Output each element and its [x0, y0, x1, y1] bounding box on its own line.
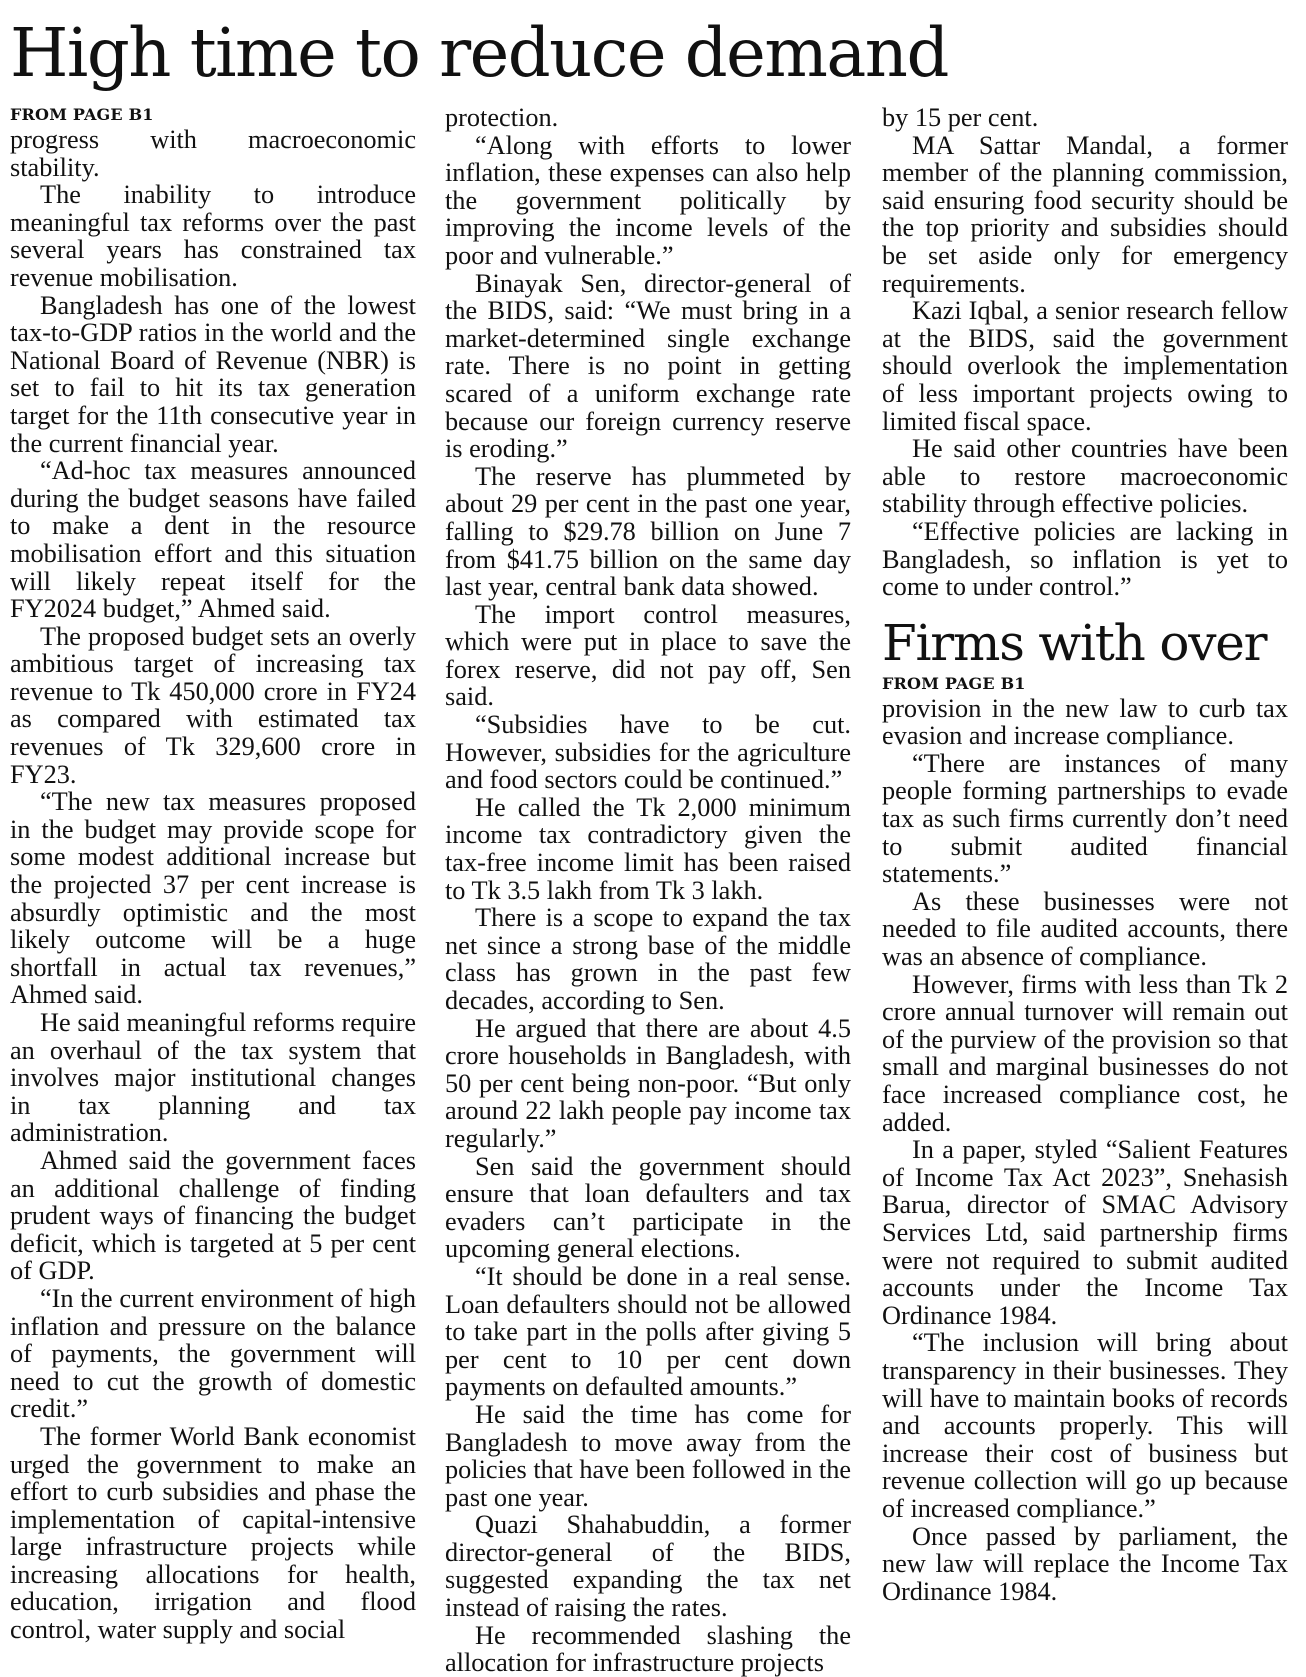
paragraph: “Ad-hoc tax measures announced during the budget seasons have failed to make a dent in the resource mobilisation effort and this situation will likely repeat itself for the FY2024 budget,” Ahmed said. [10, 456, 416, 624]
paragraph: Kazi Iqbal, a senior research fellow at the BIDS, said the government should overlook the implementation of less important projects owing to limited fiscal space. [882, 296, 1288, 436]
paragraph: Sen said the government should ensure that loan defaulters and tax evaders can’t participate in the upcoming general elections. [445, 1151, 851, 1264]
paragraph: “The inclusion will bring about transparency in their businesses. They will have to maintain books of records and accounts properly. This will increase their cost of business but revenue collection will go up because of increased compliance.” [882, 1328, 1288, 1523]
paragraph: provision in the new law to curb tax evasion and increase compliance. [882, 693, 1288, 751]
paragraph: “It should be done in a real sense. Loan defaulters should not be allowed to take part in the polls after giving 5 per cent to 10 per cent down payments on defaulted amounts.” [445, 1261, 851, 1402]
paragraph: by 15 per cent. [882, 103, 1039, 132]
paragraph: He said other countries have been able to restore macroeconomic stability through effective policies. [882, 434, 1288, 519]
second-article-headline: Firms with over [882, 613, 1267, 672]
paragraph: The proposed budget sets an overly ambitious target of increasing tax revenue to Tk 450,000 crore in FY24 as compared with estimated tax revenues of Tk 329,600 crore in FY23. [10, 621, 416, 789]
paragraph: However, firms with less than Tk 2 crore annual turnover will remain out of the purview of the provision so that small and marginal businesses do not face increased compliance cost, he added. [882, 969, 1288, 1137]
article-column-2 [445, 104, 851, 1677]
paragraph: There is a scope to expand the tax net since a strong base of the middle class has grown in the past few decades, according to Sen. [445, 903, 851, 1015]
paragraph: He argued that there are about 4.5 crore households in Bangladesh, with 50 per cent being non-poor. “But only around 22 lakh people pay income tax regularly.” [445, 1013, 851, 1153]
paragraph: Quazi Shahabuddin, a former director-general of the BIDS, suggested expanding the tax net instead of raising the rates. [445, 1510, 851, 1623]
paragraph: In a paper, styled “Salient Features of Income Tax Act 2023”, Snehasish Barua, director of SMAC Advisory Services Ltd, said partnership firms were not required to submit audited accounts under the Income Tax Ordinance 1984. [882, 1135, 1288, 1330]
continuation-kicker: FROM PAGE B1 [10, 105, 154, 124]
paragraph: “There are instances of many people forming partnerships to evade tax as such firms currently don’t need to submit audited financial statements.” [882, 748, 1288, 889]
paragraph: progress with macroeconomic stability. [10, 125, 416, 182]
paragraph: The reserve has plummeted by about 29 per cent in the past one year, falling to $29.78 billion on June 7 from $41.75 billion on the same day last year, central bank data showed. [445, 461, 851, 602]
paragraph: The former World Bank economist urged the government to make an effort to curb subsidies and phase the implementation of capital-intensive large infrastructure projects while increasing allocations for health, education, irrigation and flood control, water supply and social [10, 1421, 416, 1645]
paragraph: He said meaningful reforms require an overhaul of the tax system that involves major institutional changes in tax planning and tax administration. [10, 1008, 416, 1148]
second-article-kicker: FROM PAGE B1 [882, 673, 1026, 693]
paragraph: “In the current environment of high inflation and pressure on the balance of payments, the government will need to cut the growth of domestic credit.” [10, 1283, 416, 1424]
paragraph: “The new tax measures proposed in the budget may provide scope for some modest additional increase but the projected 37 per cent increase is absurdly optimistic and the most likely outcome will be a huge shortfall in actual tax revenues,” Ahmed said. [10, 787, 416, 1010]
paragraph: He recommended slashing the allocation for infrastructure projects [445, 1620, 851, 1677]
article-column-3 [882, 104, 1288, 1605]
headline: High time to reduce demand [10, 14, 948, 92]
paragraph: The inability to introduce meaningful tax reforms over the past several years has constrained tax revenue mobilisation. [10, 180, 416, 292]
paragraph: Binayak Sen, director-general of the BIDS, said: “We must bring in a market-determined single exchange rate. There is no point in getting scared of a uniform exchange rate because our foreign currency reserve is eroding.” [445, 268, 851, 464]
paragraph: He called the Tk 2,000 minimum income tax contradictory given the tax-free income limit has been raised to Tk 3.5 lakh from Tk 3 lakh. [445, 792, 851, 905]
paragraph: MA Sattar Mandal, a former member of the planning commission, said ensuring food security should be the top priority and subsidies should be set aside only for emergency requirements. [882, 130, 1288, 298]
paragraph: As these businesses were not needed to file audited accounts, there was an absence of compliance. [882, 886, 1288, 972]
paragraph: He said the time has come for Bangladesh to move away from the policies that have been followed in the past one year. [445, 1399, 852, 1512]
paragraph: Ahmed said the government faces an additional challenge of finding prudent ways of financing the budget deficit, which is targeted at 5 per cent of GDP. [10, 1145, 416, 1286]
article-column-1 [10, 104, 416, 1644]
paragraph: protection. [445, 103, 559, 132]
paragraph: “Subsidies have to be cut. However, subsidies for the agriculture and food sectors could be continued.” [445, 710, 851, 795]
paragraph: The import control measures, which were put in place to save the forex reserve, did not pay off, Sen said. [445, 599, 851, 712]
paragraph: Bangladesh has one of the lowest tax-to-GDP ratios in the world and the National Board of Revenue (NBR) is set to fail to hit its tax generation target for the 11th consecutive year in the current financial year. [10, 290, 416, 458]
paragraph: “Along with efforts to lower inflation, these expenses can also help the government politically by improving the income levels of the poor and vulnerable.” [445, 130, 851, 270]
paragraph: “Effective policies are lacking in Bangladesh, so inflation is yet to come to under control.” [882, 516, 1288, 602]
paragraph: Once passed by parliament, the new law will replace the Income Tax Ordinance 1984. [882, 1521, 1288, 1606]
